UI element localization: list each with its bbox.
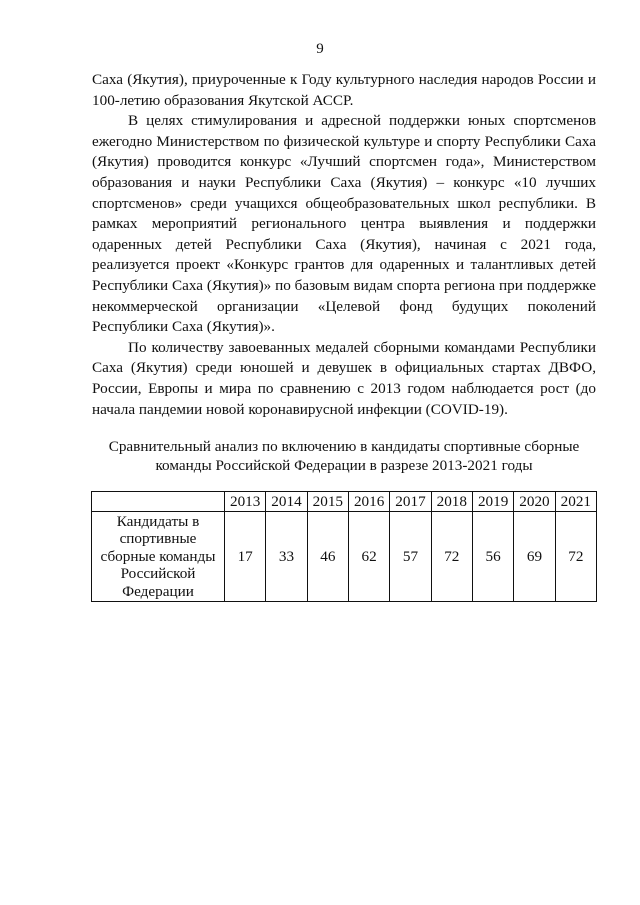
- body-text: [92, 70, 596, 420]
- value-cell: 46: [307, 512, 348, 602]
- year-header: 2018: [431, 492, 472, 512]
- table-caption: Сравнительный анализ по включению в кандидаты спортивные сборные команды Российской Федерации в разрезе 2013-2021 годы: [108, 438, 580, 474]
- year-header: 2015: [307, 492, 348, 512]
- year-header: 2020: [514, 492, 555, 512]
- value-cell: 69: [514, 512, 555, 602]
- year-header: 2017: [390, 492, 431, 512]
- year-header: 2019: [472, 492, 513, 512]
- value-cell: 57: [390, 512, 431, 602]
- paragraph: Саха (Якутия), приуроченные к Году культурного наследия народов России и 100-летию образования Якутской АССР.: [92, 71, 596, 109]
- table-row: [92, 512, 597, 602]
- page-number: 9: [316, 41, 324, 57]
- value-cell: 62: [348, 512, 389, 602]
- value-cell: 72: [555, 512, 596, 602]
- paragraph: В целях стимулирования и адресной поддержки юных спортсменов ежегодно Министерством по физической культуре и спорту Республики Саха (Якутия) проводится конкурс «Лучший спортсмен года», Министерством образования и науки Республики Саха (Якутия) – конкурс «10 лучших спортсменов» среди учащихся общеобразовательных школ республики. В рамках мероприятий регионального центра выявления и поддержки одаренных детей Республики Саха (Якутия), начиная с 2021 года, реализуется проект «Конкурс грантов для одаренных и талантливых детей Республики Саха (Якутия)» по базовым видам спорта региона при поддержке некоммерческой организации «Целевой фонд будущих поколений Республики Саха (Якутия)».: [92, 112, 596, 336]
- header-blank-cell: [92, 492, 225, 512]
- row-label: Кандидаты в спортивные сборные команды Российской Федерации: [92, 512, 225, 602]
- table-header-row: [92, 492, 597, 512]
- year-header: 2016: [348, 492, 389, 512]
- paragraph: По количеству завоеванных медалей сборными командами Республики Саха (Якутия) среди юношей и девушек в официальных стартах ДВФО, России, Европы и мира по сравнению с 2013 годом наблюдается рост (до начала пандемии новой коронавирусной инфекции (COVID-19).: [92, 338, 596, 418]
- value-cell: 17: [225, 512, 266, 602]
- value-cell: 56: [472, 512, 513, 602]
- comparison-table: [91, 491, 597, 602]
- value-cell: 33: [266, 512, 307, 602]
- value-cell: 72: [431, 512, 472, 602]
- year-header: 2013: [225, 492, 266, 512]
- year-header: 2014: [266, 492, 307, 512]
- year-header: 2021: [555, 492, 596, 512]
